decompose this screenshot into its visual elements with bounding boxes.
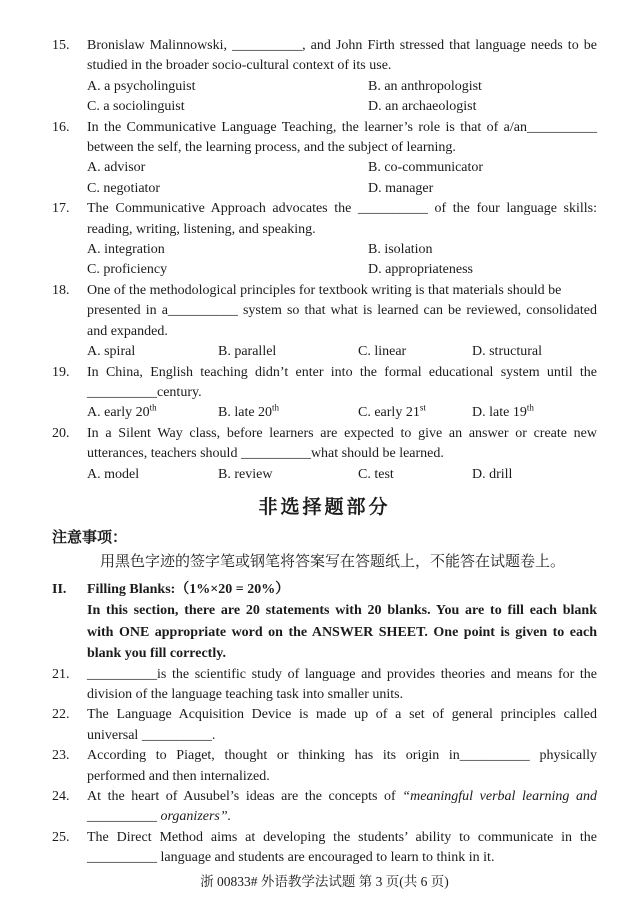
option-b: B. co-communicator	[368, 160, 484, 176]
question-number: 22.	[52, 707, 70, 723]
question-line: __________ language and students are encouraged to learn to think in it.	[87, 850, 495, 866]
section-instructions	[87, 600, 597, 664]
page-footer: 浙 00833# 外语教学法试题 第 3 页(共 6 页)	[200, 873, 449, 889]
option-b: B. isolation	[368, 242, 433, 258]
option-a: A. integration	[87, 242, 165, 258]
options-row	[87, 240, 597, 281]
question-line: universal __________.	[87, 727, 216, 743]
part-heading	[52, 580, 597, 600]
option-b: B. review	[218, 466, 273, 482]
option-b: B. late 20th	[218, 402, 280, 421]
options-row	[87, 77, 597, 118]
question-number: 17.	[52, 201, 70, 217]
question-22	[52, 705, 597, 746]
question-line: One of the methodological principles for textbook writing is that materials should be	[87, 282, 562, 298]
notes-label: 注意事项：	[52, 529, 128, 546]
option-c: C. proficiency	[87, 262, 168, 278]
question-line: reading, writing, listening, and speaking.	[87, 221, 316, 237]
options-row	[87, 403, 597, 423]
question-line: __________century.	[87, 384, 202, 400]
option-d: D. late 19th	[472, 402, 534, 421]
options-row	[87, 158, 597, 199]
question-number: 21.	[52, 666, 70, 682]
question-15	[52, 36, 597, 118]
note-text: 用黑色字迹的签字笔或钢笔将答案写在答题纸上，不能答在试题卷上。	[100, 553, 566, 570]
ordinal-suffix: th	[149, 402, 157, 413]
question-23	[52, 746, 597, 787]
question-line: According to Piaget, thought or thinking has its origin in__________ physically	[87, 748, 597, 764]
question-line: __________ organizers”.	[87, 809, 232, 825]
question-line: utterances, teachers should __________what should be learned.	[87, 446, 444, 462]
option-b: B. parallel	[218, 344, 277, 360]
question-number: 15.	[52, 38, 70, 53]
question-19	[52, 363, 597, 424]
option-c: C. a sociolinguist	[87, 99, 185, 115]
option-b: B. an anthropologist	[368, 78, 482, 94]
option-a: A. model	[87, 466, 140, 482]
quoted-term: organizers”.	[160, 809, 232, 825]
option-c: C. test	[358, 466, 394, 482]
question-line: division of the language teaching task into smaller units.	[87, 686, 404, 702]
option-a: A. a psycholinguist	[87, 78, 196, 94]
question-21	[52, 665, 597, 706]
question-number: 25.	[52, 829, 70, 845]
option-d: D. structural	[472, 344, 542, 360]
instruction-line: In this section, there are 20 statements with 20 blanks. You are to fill each blank	[87, 603, 597, 619]
question-line: performed and then internalized.	[87, 768, 270, 784]
part-title: Filling Blanks:（1%×20 = 20%）	[87, 581, 290, 597]
question-number: 16.	[52, 119, 70, 135]
instruction-line: with ONE appropriate word on the ANSWER SHEET. One point is given to each	[87, 624, 597, 640]
question-line: and expanded.	[87, 323, 168, 339]
question-line: __________is the scientific study of language and provides theories and means for the	[87, 666, 597, 682]
question-number: 19.	[52, 364, 70, 380]
ordinal-suffix: th	[272, 402, 280, 413]
section-header: 非选择题部分	[258, 496, 391, 518]
ordinal-suffix: st	[419, 402, 426, 413]
option-c: C. linear	[358, 344, 407, 360]
option-d: D. an archaeologist	[368, 99, 477, 115]
option-a: A. spiral	[87, 344, 136, 360]
question-line: Bronislaw Malinnowski, __________, and John Firth stressed that language needs to be	[87, 38, 597, 53]
question-line: studied in the broader socio-cultural context of its use.	[87, 58, 392, 74]
options-row	[87, 465, 597, 485]
question-line: In the Communicative Language Teaching, the learner’s role is that of a/an__________	[87, 119, 597, 135]
question-20	[52, 424, 597, 485]
option-d: D. manager	[368, 180, 434, 196]
part-number: II.	[52, 581, 67, 597]
question-number: 18.	[52, 282, 70, 298]
options-row	[87, 342, 597, 362]
quoted-term: “meaningful verbal learning and	[402, 789, 597, 804]
question-line: In a Silent Way class, before learners are expected to give an answer or create new	[87, 425, 597, 441]
question-line: In China, English teaching didn’t enter into the formal educational system until the	[87, 364, 597, 380]
question-line: between the self, the learning process, and the subject of learning.	[87, 140, 456, 156]
option-a: A. early 20th	[87, 402, 157, 421]
question-line: The Language Acquisition Device is made up of a set of general principles called	[87, 707, 597, 723]
question-number: 20.	[52, 425, 70, 441]
question-number: 23.	[52, 748, 70, 764]
question-number: 24.	[52, 789, 70, 804]
instruction-line: blank you fill correctly.	[87, 646, 226, 662]
option-c: C. negotiator	[87, 180, 161, 196]
question-line: presented in a__________ system so that what is learned can be reviewed, consolidated	[87, 303, 597, 319]
option-d: D. drill	[472, 466, 513, 482]
question-17	[52, 199, 597, 281]
question-16	[52, 118, 597, 200]
ordinal-suffix: th	[526, 402, 534, 413]
question-18	[52, 281, 597, 363]
option-a: A. advisor	[87, 160, 146, 176]
question-25	[52, 828, 597, 869]
option-d: D. appropriateness	[368, 262, 473, 278]
question-line: The Direct Method aims at developing the students’ ability to communicate in the	[87, 829, 597, 845]
question-line: At the heart of Ausubel’s ideas are the concepts of “meaningful verbal learning and	[87, 789, 597, 804]
question-24	[52, 787, 597, 828]
option-c: C. early 21st	[358, 402, 426, 421]
question-line: The Communicative Approach advocates the __________ of the four language skills:	[87, 201, 597, 217]
